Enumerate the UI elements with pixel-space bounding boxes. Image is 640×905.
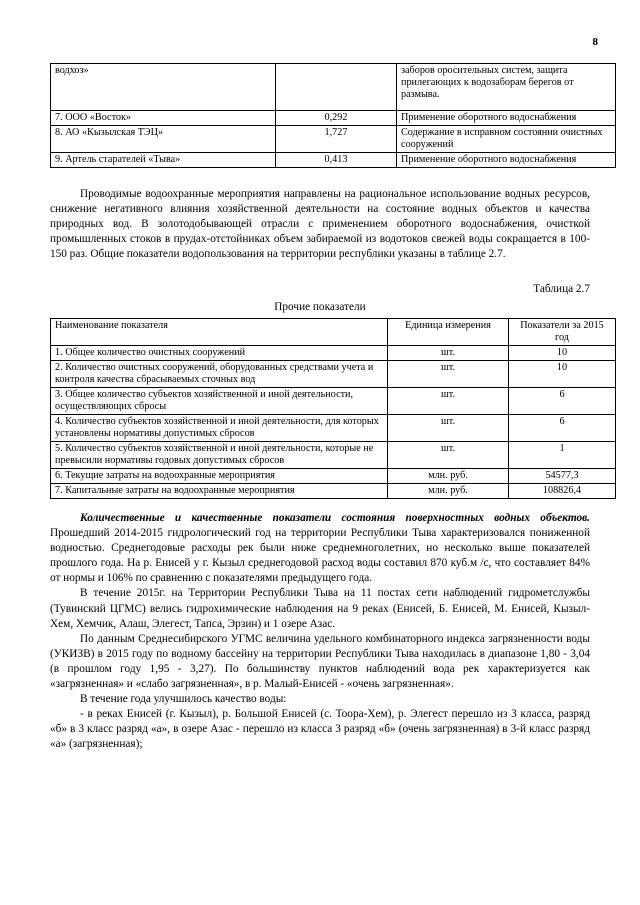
table-row — [51, 441, 616, 468]
page-number: 8 — [592, 36, 598, 48]
cell-value: 108826,4 — [509, 484, 616, 499]
cell-org-value: 1,727 — [276, 126, 397, 153]
table-row — [51, 345, 616, 360]
paragraph-monitoring-posts: В течение 2015г. на Территории Республики Тыва на 11 постах сети наблюдений гидрометслужбы (Тувинский ЦГМС) велись гидрохимические наблюдения на 9 реках (Енисей, Б. Енисей, М. Енисей, Кызыл-Хем, Хемчик, Алаш, Элегест, Тапса, Эрзин) и 1 озере Азас. — [50, 587, 590, 630]
paragraph-ukizv-index: По данным Среднесибирского УГМС величина удельного комбинаторного индекса загрязненности воды (УКИЗВ) в 2015 году по водному бассейну на территории Республики Тыва находилась в диапазоне 1,80 - 3,04 (в прошлом году 1,95 - 3,27). По большинству пунктов наблюдений вода рек характеризуется как «загрязненная» и «слабо загрязненная», в р. Малый-Енисей - «очень загрязненная». — [50, 632, 590, 690]
cell-org-measure: Применение оборотного водоснабжения — [397, 153, 616, 168]
cell-org-measure: Применение оборотного водоснабжения — [397, 111, 616, 126]
paragraph-water-protection-intro: Проводимые водоохранные мероприятия направлены на рациональное использование водных ресурсов, снижение негативного влияния хозяйственной деятельности на состояние водных объектов и качества природных вод. В золотодобывающей отрасли с применением оборотного водоснабжения, очисткой промышленных стоков в прудах-отстойниках объем забираемой из водотоков свежей воды сокращается в 100-150 раз. Общие показатели водопользования на территории республики указаны в таблице 2.7. — [50, 188, 590, 261]
cell-org-measure: заборов оросительных систем, защита прилегающих к водозаборам берегов от размыва. — [397, 64, 616, 111]
table-other-indicators — [50, 318, 616, 499]
cell-unit: млн. руб. — [388, 484, 509, 499]
cell-unit: шт. — [388, 441, 509, 468]
cell-org-name: 7. ООО «Восток» — [51, 111, 276, 126]
cell-unit: шт. — [388, 360, 509, 387]
cell-value: 6 — [509, 414, 616, 441]
cell-org-value — [276, 64, 397, 111]
cell-org-measure: Содержание в исправном состоянии очистных сооружений — [397, 126, 616, 153]
table-2-7-title: Прочие показатели — [274, 300, 366, 313]
cell-value: 1 — [509, 441, 616, 468]
paragraph-surface-water-indicators — [50, 511, 590, 586]
table-2-7-label: Таблица 2.7 — [533, 282, 590, 295]
cell-value: 54577,3 — [509, 469, 616, 484]
cell-org-value: 0,292 — [276, 111, 397, 126]
table-row — [51, 387, 616, 414]
section-lead-body: Прошедший 2014-2015 гидрологический год на территории Республики Тыва характеризовался пониженной водностью. Среднегодовые расходы рек были ниже среднемноголетних, но несколько выше показателей прошлого года. На р. Енисей у г. Кызыл среднегодовой расход воды составил 870 куб.м /с, что составляет 84% от нормы и 106% по сравнению с показателями предыдущего года. — [50, 527, 590, 585]
table-row — [51, 153, 616, 168]
cell-indicator-name: 4. Количество субъектов хозяйственной и иной деятельности, для которых установлены нормативы допустимых сбросов — [51, 414, 388, 441]
table-water-protection-measures — [50, 63, 616, 168]
table-row — [51, 111, 616, 126]
cell-value: 10 — [509, 360, 616, 387]
table-row — [51, 360, 616, 387]
page-content — [50, 63, 604, 752]
cell-org-name: 8. АО «Кызылская ТЭЦ» — [51, 126, 276, 153]
cell-value: 6 — [509, 387, 616, 414]
table-row — [51, 64, 616, 111]
table-row — [51, 414, 616, 441]
cell-org-name: 9. Артель старателей «Тыва» — [51, 153, 276, 168]
header-indicator-name: Наименование показателя — [51, 318, 388, 345]
cell-unit: млн. руб. — [388, 469, 509, 484]
cell-indicator-name: 6. Текущие затраты на водоохранные мероприятия — [51, 469, 388, 484]
paragraph-quality-improved-list: - в реках Енисей (г. Кызыл), р. Большой Енисей (с. Тоора-Хем), р. Элегест перешло из 3 класса, разряд «б» в 3 класс разряд «а», в озере Азас - перешло из класса 3 разряд «б» (очень загрязненная) в 3-й класс разряд «а» (загрязненная); — [50, 708, 590, 751]
paragraph-quality-improved-intro: В течение года улучшилось качество воды: — [80, 693, 287, 706]
section-lead-title: Количественные и качественные показатели состояния поверхностных водных объектов. — [80, 512, 590, 525]
cell-indicator-name: 3. Общее количество субъектов хозяйственной и иной деятельности, осуществляющих сбросы — [51, 387, 388, 414]
table-row — [51, 469, 616, 484]
cell-unit: шт. — [388, 414, 509, 441]
header-unit-of-measure: Единица измерения — [388, 318, 509, 345]
cell-unit: шт. — [388, 387, 509, 414]
cell-org-value: 0,413 — [276, 153, 397, 168]
cell-org-name: водхоз» — [51, 64, 276, 111]
table-header-row — [51, 318, 616, 345]
cell-value: 10 — [509, 345, 616, 360]
cell-unit: шт. — [388, 345, 509, 360]
cell-indicator-name: 5. Количество субъектов хозяйственной и иной деятельности, которые не превысили нормативы годовых допустимых сбросов — [51, 441, 388, 468]
header-indicator-value: Показатели за 2015 год — [509, 318, 616, 345]
cell-indicator-name: 7. Капитальные затраты на водоохранные мероприятия — [51, 484, 388, 499]
table-row — [51, 484, 616, 499]
cell-indicator-name: 1. Общее количество очистных сооружений — [51, 345, 388, 360]
cell-indicator-name: 2. Количество очистных сооружений, оборудованных средствами учета и контроля качества сбрасываемых сточных вод — [51, 360, 388, 387]
table-row — [51, 126, 616, 153]
